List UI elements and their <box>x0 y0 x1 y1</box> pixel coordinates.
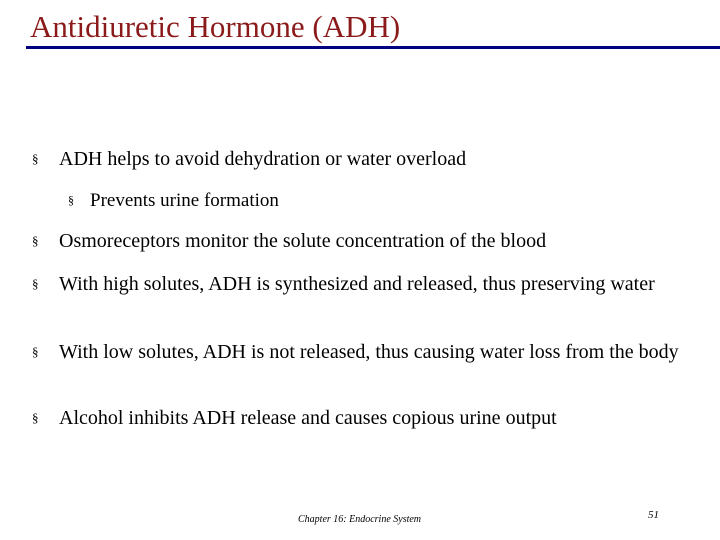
bullet-marker-icon: § <box>32 276 39 291</box>
sub-bullet-text: Prevents urine formation <box>90 190 279 211</box>
sub-bullet-item <box>68 189 688 212</box>
bullet-marker-icon: § <box>32 233 39 248</box>
bullet-text: With low solutes, ADH is not released, thus causing water loss from the body <box>59 341 679 363</box>
bullet-item <box>32 272 692 296</box>
bullet-text: Alcohol inhibits ADH release and causes copious urine output <box>59 407 557 429</box>
bullet-text: ADH helps to avoid dehydration or water overload <box>59 148 467 170</box>
bullet-marker-icon: § <box>32 151 39 166</box>
bullet-text: Osmoreceptors monitor the solute concentration of the blood <box>59 230 547 252</box>
bullet-text: With high solutes, ADH is synthesized and released, thus preserving water <box>59 273 655 295</box>
sub-bullet-marker-icon: § <box>68 193 74 207</box>
page-number: 51 <box>648 509 659 521</box>
bullet-item <box>32 406 692 430</box>
slide-footer: Chapter 16: Endocrine System <box>298 514 422 525</box>
bullet-marker-icon: § <box>32 344 39 359</box>
slide-title: Antidiuretic Hormone (ADH) <box>30 9 401 44</box>
bullet-item <box>32 229 692 253</box>
title-underline <box>26 46 720 49</box>
bullet-item <box>32 340 702 364</box>
bullet-item <box>32 147 692 171</box>
bullet-marker-icon: § <box>32 410 39 425</box>
